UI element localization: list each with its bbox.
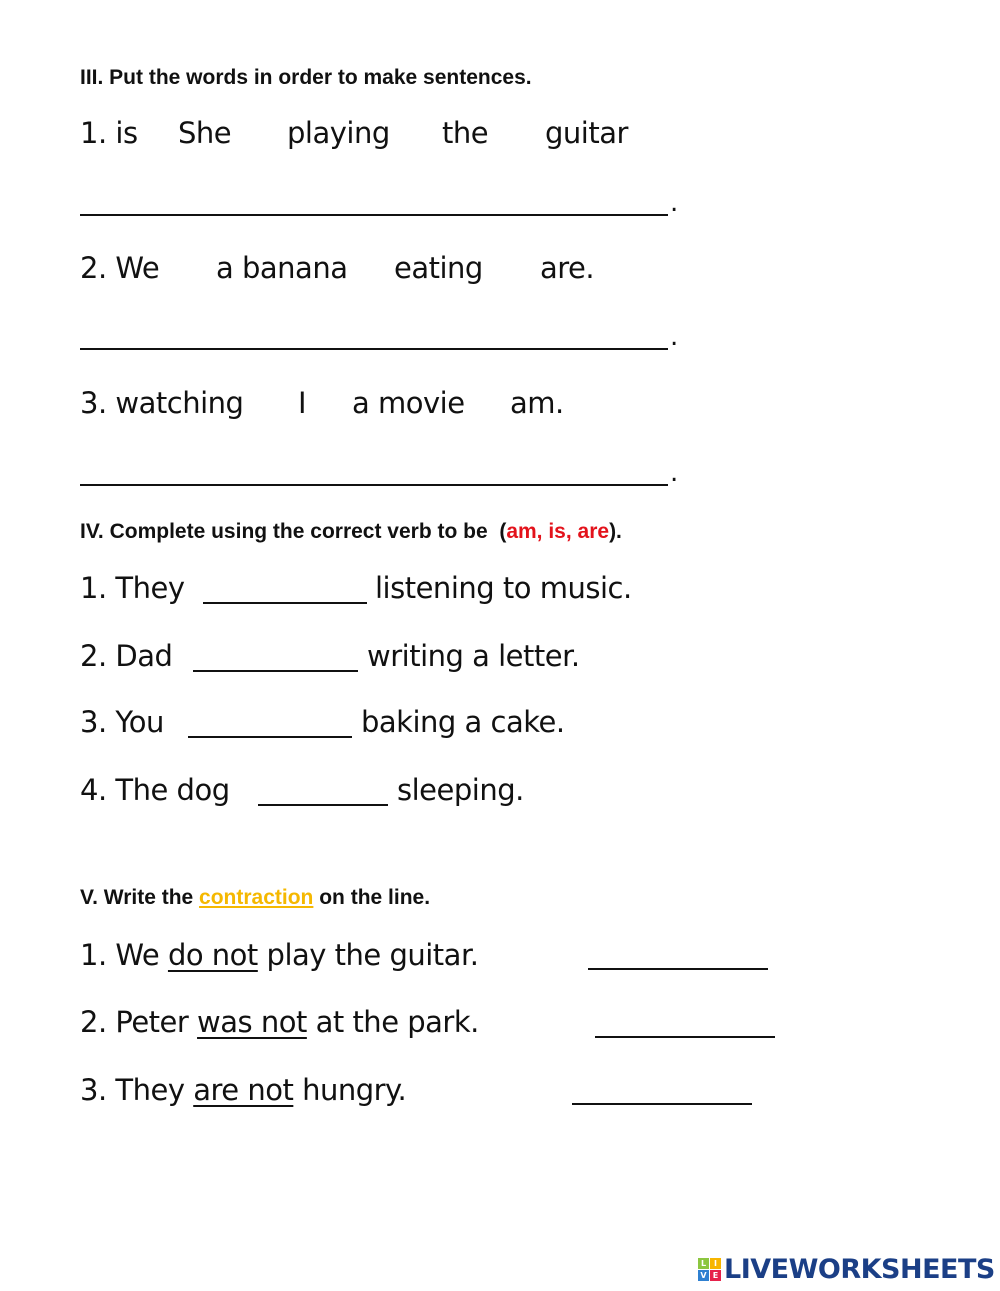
word-tile: playing [287, 116, 390, 150]
sentence-suffix: baking a cake. [361, 705, 565, 739]
answer-line-3-3[interactable] [80, 484, 668, 486]
period: . [670, 458, 679, 488]
blank-4-3[interactable] [188, 736, 352, 738]
word-tile: a movie [352, 386, 465, 420]
word-tile: a banana [216, 251, 348, 285]
sentence-suffix: sleeping. [397, 773, 524, 807]
sentence-suffix: listening to music. [375, 571, 632, 605]
word-tile: 2. We [80, 251, 160, 285]
sentence: 1. We do not play the guitar. [80, 938, 479, 972]
section-5-heading: V. Write the contraction on the line. [80, 886, 431, 909]
word-tile: eating [394, 251, 483, 285]
word-tile: 1. is [80, 116, 138, 150]
section-4-heading: IV. Complete using the correct verb to be (am, is, are). [80, 520, 622, 543]
word-tile: the [442, 116, 489, 150]
logo-cubes-icon: L I V E [698, 1258, 721, 1281]
blank-5-1[interactable] [588, 968, 768, 970]
word-tile: I [298, 386, 307, 420]
period: . [670, 188, 679, 218]
word-tile: guitar [545, 116, 628, 150]
blank-5-3[interactable] [572, 1103, 752, 1105]
sentence: 3. They are not hungry. [80, 1073, 407, 1107]
section-3-heading: III. Put the words in order to make sentences. [80, 66, 532, 89]
word-tile: 3. watching [80, 386, 244, 420]
answer-line-3-1[interactable] [80, 214, 668, 216]
sentence-prefix: 4. The dog [80, 773, 230, 807]
contraction-keyword: contraction [199, 886, 314, 909]
liveworksheets-logo [698, 1254, 995, 1285]
sentence-prefix: 3. You [80, 705, 164, 739]
blank-4-4[interactable] [258, 804, 388, 806]
answer-line-3-2[interactable] [80, 348, 668, 350]
logo-text: LIVEWORKSHEETS [724, 1254, 995, 1285]
sentence-prefix: 2. Dad [80, 639, 173, 673]
period: . [670, 322, 679, 352]
blank-5-2[interactable] [595, 1036, 775, 1038]
sentence: 2. Peter was not at the park. [80, 1005, 479, 1039]
word-tile: She [178, 116, 232, 150]
word-tile: am. [510, 386, 564, 420]
word-tile: are. [540, 251, 595, 285]
sentence-prefix: 1. They [80, 571, 185, 605]
sentence-suffix: writing a letter. [367, 639, 580, 673]
blank-4-1[interactable] [203, 602, 367, 604]
verb-options: am, is, are [506, 520, 610, 543]
blank-4-2[interactable] [193, 670, 358, 672]
